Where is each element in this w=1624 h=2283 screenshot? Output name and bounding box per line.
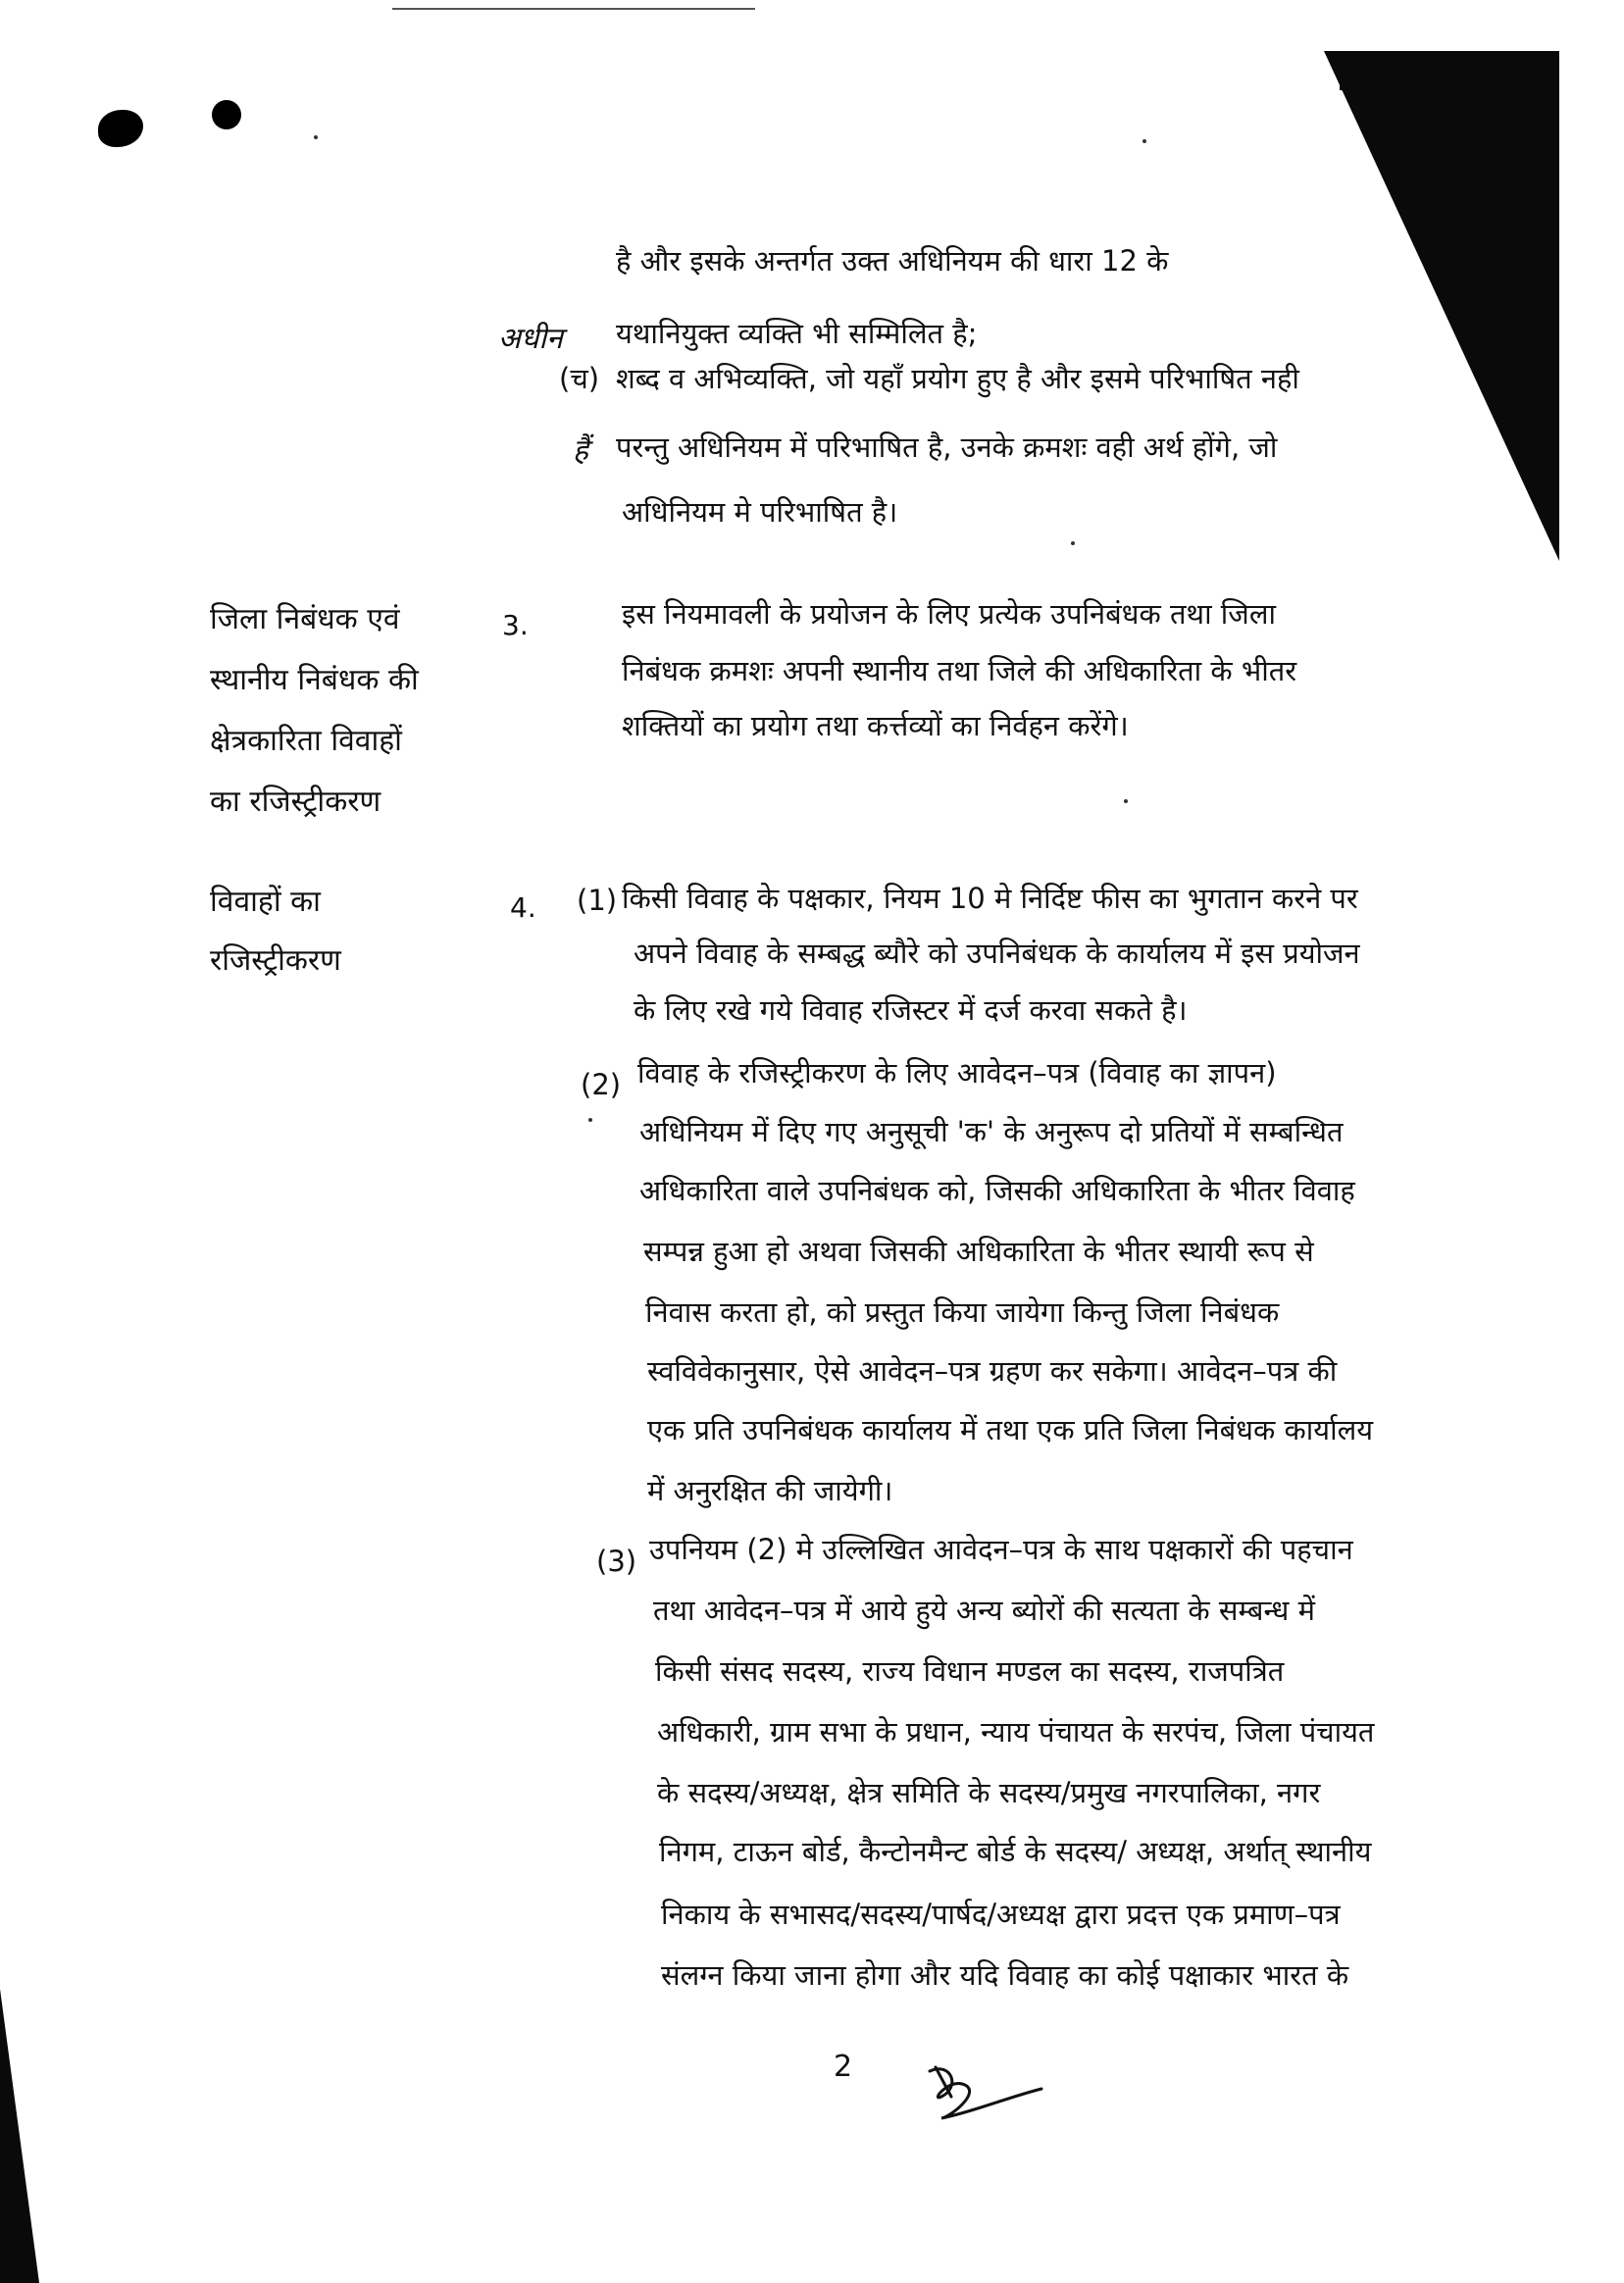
section3-side-heading: क्षेत्रकारिता विवाहों	[210, 724, 402, 758]
definition-line: अधिनियम मे परिभाषित है।	[622, 495, 898, 529]
subrule-label: (3)	[596, 1545, 637, 1578]
definition-line: परन्तु अधिनियम में परिभाषित है, उनके क्रमशः वही अर्थ होंगे, जो	[616, 431, 1278, 464]
ink-blot	[98, 110, 143, 147]
clause-label: (च)	[559, 362, 600, 395]
subrule3-line: के सदस्य/अध्यक्ष, क्षेत्र समिति के सदस्य/प्रमुख नगरपालिका, नगर	[657, 1776, 1321, 1809]
handwritten-mark: हैं	[573, 433, 588, 468]
subrule1-line: किसी विवाह के पक्षकार, नियम 10 मे निर्दिष्ट फीस का भुगतान करने पर	[622, 882, 1358, 915]
section-number: 3.	[502, 609, 529, 641]
section3-line: शक्तियों का प्रयोग तथा कर्त्तव्यों का निर्वहन करेंगे।	[622, 709, 1129, 742]
subrule3-line: निगम, टाऊन बोर्ड, कैन्टोनमैन्ट बोर्ड के सदस्य/ अध्यक्ष, अर्थात् स्थानीय	[659, 1835, 1372, 1868]
signature-mark	[922, 2057, 1049, 2126]
scan-dot	[1071, 541, 1075, 545]
scan-corner-shadow	[1324, 51, 1559, 561]
scan-left-edge-shadow	[0, 1989, 39, 2283]
page-number: 2	[834, 2050, 853, 2084]
subrule2-line: अधिकारिता वाले उपनिबंधक को, जिसकी अधिकारिता के भीतर विवाह	[639, 1174, 1355, 1207]
definition-line: शब्द व अभिव्यक्ति, जो यहाँ प्रयोग हुए है और इसमे परिभाषित नही	[616, 362, 1299, 395]
ink-blot	[212, 100, 241, 129]
subrule2-line: स्वविवेकानुसार, ऐसे आवेदन–पत्र ग्रहण कर सकेगा। आवेदन–पत्र की	[647, 1354, 1338, 1388]
subrule3-line: तथा आवेदन–पत्र में आये हुये अन्य ब्योरों की सत्यता के सम्बन्ध में	[653, 1594, 1315, 1627]
section3-side-heading: स्थानीय निबंधक की	[210, 663, 419, 697]
subrule1-line: अपने विवाह के सम्बद्ध ब्यौरे को उपनिबंधक के कार्यालय में इस प्रयोजन	[634, 937, 1360, 970]
subrule3-line: उपनियम (2) मे उल्लिखित आवेदन–पत्र के साथ पक्षकारों की पहचान	[649, 1533, 1353, 1566]
section-number: 4.	[510, 891, 536, 924]
scan-corner-shadow-top	[1340, 51, 1555, 90]
scan-dot	[1142, 139, 1146, 143]
definition-line: यथानियुक्त व्यक्ति भी सम्मिलित है;	[616, 317, 978, 350]
subrule-label: (1)	[577, 884, 618, 917]
subrule2-line: एक प्रति उपनिबंधक कार्यालय में तथा एक प्रति जिला निबंधक कार्यालय	[647, 1413, 1374, 1446]
subrule3-line: संलग्न किया जाना होगा और यदि विवाह का कोई पक्षाकार भारत के	[661, 1958, 1349, 1992]
subrule3-line: अधिकारी, ग्राम सभा के प्रधान, न्याय पंचायत के सरपंच, जिला पंचायत	[657, 1715, 1375, 1749]
scan-top-rule	[392, 8, 755, 10]
subrule3-line: निकाय के सभासद/सदस्य/पार्षद/अध्यक्ष द्वारा प्रदत्त एक प्रमाण–पत्र	[661, 1898, 1341, 1931]
section4-side-heading: विवाहों का	[210, 885, 321, 919]
handwritten-note: अधीन	[498, 322, 563, 356]
subrule1-line: के लिए रखे गये विवाह रजिस्टर में दर्ज करवा सकते है।	[634, 993, 1188, 1027]
scan-dot	[314, 135, 318, 139]
subrule2-line: निवास करता हो, को प्रस्तुत किया जायेगा किन्तु जिला निबंधक	[645, 1295, 1280, 1329]
subrule2-line: विवाह के रजिस्ट्रीकरण के लिए आवेदन–पत्र (विवाह का ज्ञापन)	[637, 1056, 1277, 1090]
section4-side-heading: रजिस्ट्रीकरण	[210, 943, 341, 978]
subrule2-line: सम्पन्न हुआ हो अथवा जिसकी अधिकारिता के भीतर स्थायी रूप से	[643, 1235, 1314, 1268]
section3-line: इस नियमावली के प्रयोजन के लिए प्रत्येक उपनिबंधक तथा जिला	[622, 597, 1276, 631]
subrule2-line: में अनुरक्षित की जायेगी।	[647, 1474, 893, 1507]
scan-dot	[1124, 799, 1128, 803]
section3-line: निबंधक क्रमशः अपनी स्थानीय तथा जिले की अधिकारिता के भीतर	[622, 654, 1297, 687]
definition-line: है और इसके अन्तर्गत उक्त अधिनियम की धारा 12 के	[616, 244, 1169, 278]
subrule2-line: अधिनियम में दिए गए अनुसूची 'क' के अनुरूप दो प्रतियों में सम्बन्धित	[639, 1115, 1344, 1148]
section3-side-heading: का रजिस्ट्रीकरण	[210, 785, 381, 819]
subrule-label: (2)	[581, 1068, 622, 1101]
section3-side-heading: जिला निबंधक एवं	[210, 602, 400, 636]
scan-dot	[588, 1118, 592, 1122]
subrule3-line: किसी संसद सदस्य, राज्य विधान मण्डल का सदस्य, राजपत्रित	[655, 1654, 1285, 1688]
